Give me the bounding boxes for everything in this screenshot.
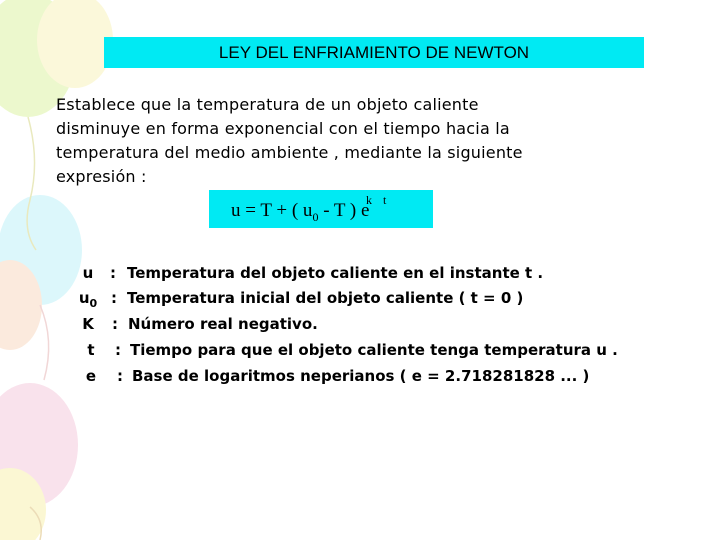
formula-expression [231,200,369,225]
formula-exponent: k t [366,193,391,207]
definition-colon: : [110,264,116,282]
definition-text: Temperatura del objeto caliente en el instante t . [127,264,544,282]
definition-colon: : [117,367,123,385]
intro-line: temperatura del medio ambiente , mediante la siguiente [56,143,523,162]
definition-colon: : [115,341,121,359]
definition-symbol: e [85,367,97,385]
definition-symbol: t [87,341,95,359]
definition-colon: : [112,315,118,333]
intro-line: Establece que la temperatura de un objeto caliente [56,95,479,114]
definition-text: Base de logaritmos neperianos ( e = 2.718281828 ... ) [132,367,590,385]
formula-lhs: u = T + ( u [231,200,313,221]
definition-text: Temperatura inicial del objeto caliente ( t = 0 ) [127,289,524,307]
balloon-string [40,305,49,380]
definition-colon: : [111,289,117,307]
definition-text: Tiempo para que el objeto caliente tenga temperatura u . [130,341,618,359]
definition-symbol: u [82,264,94,282]
intro-line: disminuye en forma exponencial con el tiempo hacia la [56,119,510,138]
definition-text: Número real negativo. [128,315,318,333]
intro-line: expresión : [56,167,147,186]
formula-subscript: 0 [312,209,319,224]
formula-box [209,190,433,228]
slide-title: LEY DEL ENFRIAMIENTO DE NEWTON [104,37,644,68]
formula-rhs: - T ) e [318,200,370,221]
definition-symbol: K [82,315,94,333]
intro-paragraph [56,93,666,189]
definition-symbol: $u_0$ [78,289,98,310]
